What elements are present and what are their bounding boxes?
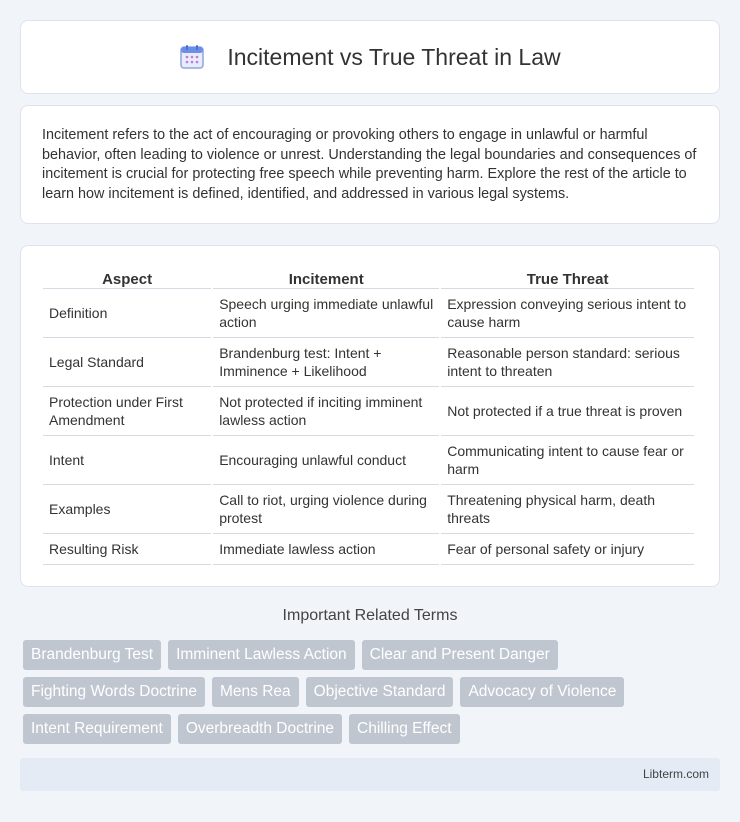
footer [20, 758, 720, 791]
related-terms-list [23, 640, 723, 751]
tag-overbreadth-doctrine[interactable]: Overbreadth Doctrine [178, 714, 342, 744]
column-header-incitement: Incitement [213, 266, 439, 289]
table-cell: Not protected if a true threat is proven [441, 387, 694, 436]
table-cell: Examples [43, 485, 211, 534]
table-cell: Resulting Risk [43, 534, 211, 565]
table-cell: Definition [43, 289, 211, 338]
table-row [43, 534, 694, 565]
column-header-true-threat: True Threat [441, 266, 694, 289]
tag-row [23, 640, 723, 670]
table-cell: Legal Standard [43, 338, 211, 387]
table-cell: Expression conveying serious intent to cause harm [441, 289, 694, 338]
tag-brandenburg-test[interactable]: Brandenburg Test [23, 640, 161, 670]
tag-objective-standard[interactable]: Objective Standard [306, 677, 454, 707]
table-cell: Immediate lawless action [213, 534, 439, 565]
table-cell: Protection under First Amendment [43, 387, 211, 436]
table-cell: Not protected if inciting imminent lawless action [213, 387, 439, 436]
table-cell: Communicating intent to cause fear or harm [441, 436, 694, 485]
intro-paragraph: Incitement refers to the act of encouraging or provoking others to engage in unlawful or harmful behavior, often leading to violence or unrest. Understanding the legal boundaries and consequences of incitement is crucial for protecting free speech while preventing harm. Explore the rest of the article to learn how incitement is defined, identified, and addressed in various legal systems. [42, 127, 697, 202]
tag-fighting-words-doctrine[interactable]: Fighting Words Doctrine [23, 677, 205, 707]
table-row [43, 289, 694, 338]
intro-card [20, 105, 720, 224]
table-cell: Intent [43, 436, 211, 485]
table-cell: Speech urging immediate unlawful action [213, 289, 439, 338]
comparison-card [20, 245, 720, 587]
calendar-icon [179, 44, 205, 70]
table-header-row [43, 266, 694, 289]
tag-chilling-effect[interactable]: Chilling Effect [349, 714, 459, 744]
table-cell: Encouraging unlawful conduct [213, 436, 439, 485]
footer-site-link[interactable]: Libterm.com [642, 767, 709, 781]
table-row [43, 485, 694, 534]
tag-advocacy-of-violence[interactable]: Advocacy of Violence [460, 677, 624, 707]
tag-clear-and-present-danger[interactable]: Clear and Present Danger [362, 640, 558, 670]
related-terms-heading: Important Related Terms [282, 607, 458, 624]
tag-row [23, 677, 723, 707]
tag-mens-rea[interactable]: Mens Rea [212, 677, 299, 707]
title-card [20, 20, 720, 94]
tag-imminent-lawless-action[interactable]: Imminent Lawless Action [168, 640, 355, 670]
comparison-table [41, 266, 696, 565]
table-cell: Call to riot, urging violence during protest [213, 485, 439, 534]
table-row [43, 436, 694, 485]
table-cell: Threatening physical harm, death threats [441, 485, 694, 534]
table-cell: Fear of personal safety or injury [441, 534, 694, 565]
table-cell: Brandenburg test: Intent + Imminence + Likelihood [213, 338, 439, 387]
table-row [43, 387, 694, 436]
tag-intent-requirement[interactable]: Intent Requirement [23, 714, 171, 744]
table-row [43, 338, 694, 387]
column-header-aspect: Aspect [43, 266, 211, 289]
table-cell: Reasonable person standard: serious intent to threaten [441, 338, 694, 387]
page-title: Incitement vs True Threat in Law [227, 43, 561, 70]
tag-row [23, 714, 723, 744]
